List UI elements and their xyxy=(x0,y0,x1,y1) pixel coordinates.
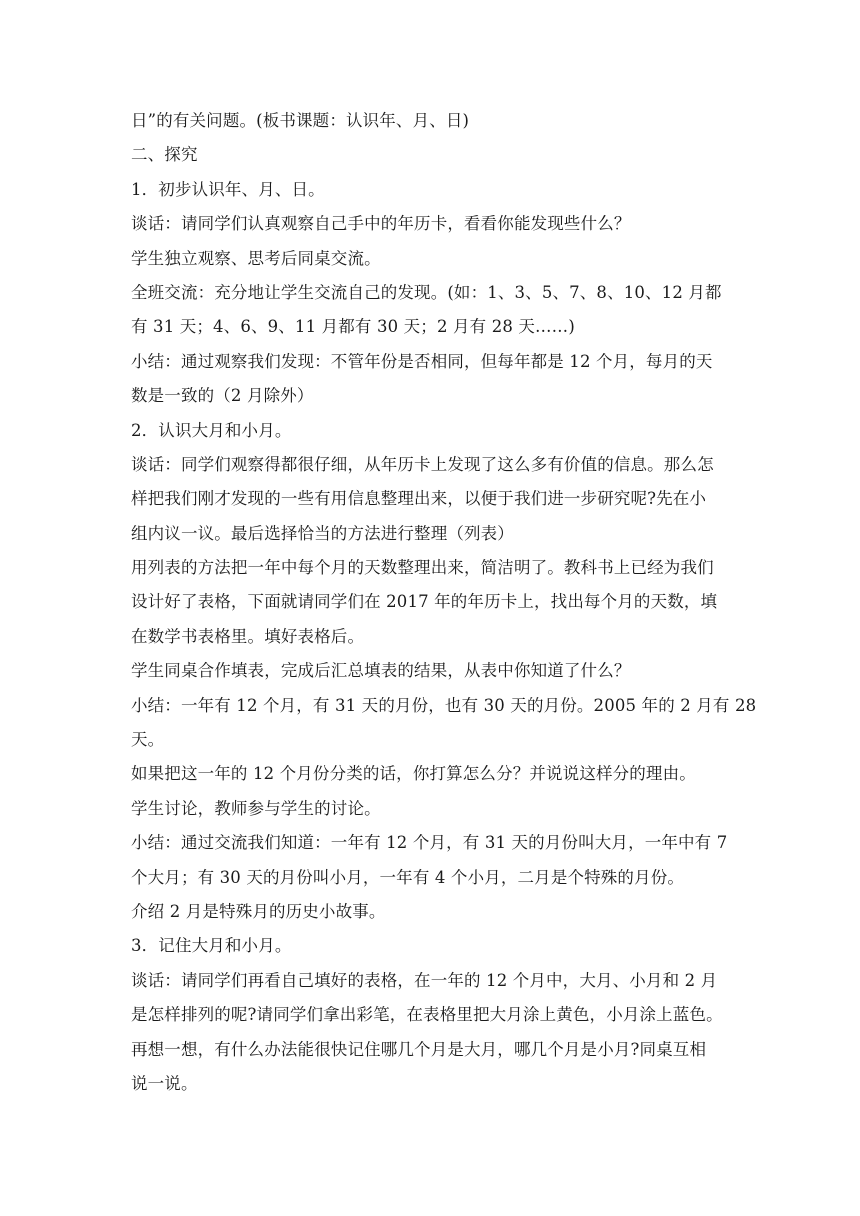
text-line: 再想一想，有什么办法能很快记住哪几个月是大月，哪几个月是小月?同桌互相 xyxy=(131,1039,707,1059)
text-line: 日”的有关问题。(板书课题：认识年、月、日) xyxy=(131,111,470,130)
subsection-heading: 3．记住大月和小月。 xyxy=(131,936,292,956)
text-line: 说一说。 xyxy=(131,1073,198,1093)
text-line: 有 31 天；4、6、9、11 月都有 30 天；2 月有 28 天……) xyxy=(131,317,575,337)
text-line: 是怎样排列的呢?请同学们拿出彩笔，在表格里把大月涂上黄色，小月涂上蓝色。 xyxy=(131,1005,723,1025)
text-line: 谈话：同学们观察得都很仔细，从年历卡上发现了这么多有价值的信息。那么怎 xyxy=(131,454,714,474)
text-line: 如果把这一年的 12 个月份分类的话，你打算怎么分？并说说这样分的理由。 xyxy=(131,764,696,784)
text-line: 小结：通过交流我们知道：一年有 12 个月，有 31 天的月份叫大月，一年中有 7 xyxy=(131,833,728,853)
text-line: 个大月；有 30 天的月份叫小月，一年有 4 个小月，二月是个特殊的月份。 xyxy=(131,867,685,887)
text-line: 谈话：请同学们认真观察自己手中的年历卡，看看你能发现些什么？ xyxy=(131,214,631,234)
text-line: 学生同桌合作填表，完成后汇总填表的结果，从表中你知道了什么？ xyxy=(131,661,631,681)
text-line: 介绍 2 月是特殊月的历史小故事。 xyxy=(131,901,386,921)
text-line: 天。 xyxy=(131,730,165,750)
text-line: 样把我们刚才发现的一些有用信息整理出来，以便于我们进一步研究呢?先在小 xyxy=(131,489,707,509)
subsection-heading: 2．认识大月和小月。 xyxy=(131,420,292,440)
text-line: 用列表的方法把一年中每个月的天数整理出来，简洁明了。教科书上已经为我们 xyxy=(131,558,714,578)
text-line: 数是一致的（2 月除外） xyxy=(131,386,314,406)
text-line: 学生独立观察、思考后同桌交流。 xyxy=(131,248,381,268)
text-line: 设计好了表格，下面就请同学们在 2017 年的年历卡上，找出每个月的天数，填 xyxy=(131,592,718,612)
text-line: 小结：通过观察我们发现：不管年份是否相同，但每年都是 12 个月，每月的天 xyxy=(131,351,713,371)
subsection-heading: 1．初步认识年、月、日。 xyxy=(131,179,325,199)
text-line: 组内议一议。最后选择恰当的方法进行整理（列表） xyxy=(131,523,514,543)
text-line: 在数学书表格里。填好表格后。 xyxy=(131,626,365,646)
text-line: 小结：一年有 12 个月，有 31 天的月份，也有 30 天的月份。2005 年的 2 月有 28 xyxy=(131,695,757,715)
section-heading: 二、探究 xyxy=(131,145,198,165)
text-line: 全班交流：充分地让学生交流自己的发现。(如：1、3、5、7、8、10、12 月都 xyxy=(131,282,722,302)
text-line: 学生讨论，教师参与学生的讨论。 xyxy=(131,798,381,818)
document-body xyxy=(131,104,757,1101)
text-line: 谈话：请同学们再看自己填好的表格，在一年的 12 个月中，大月、小月和 2 月 xyxy=(131,970,718,990)
